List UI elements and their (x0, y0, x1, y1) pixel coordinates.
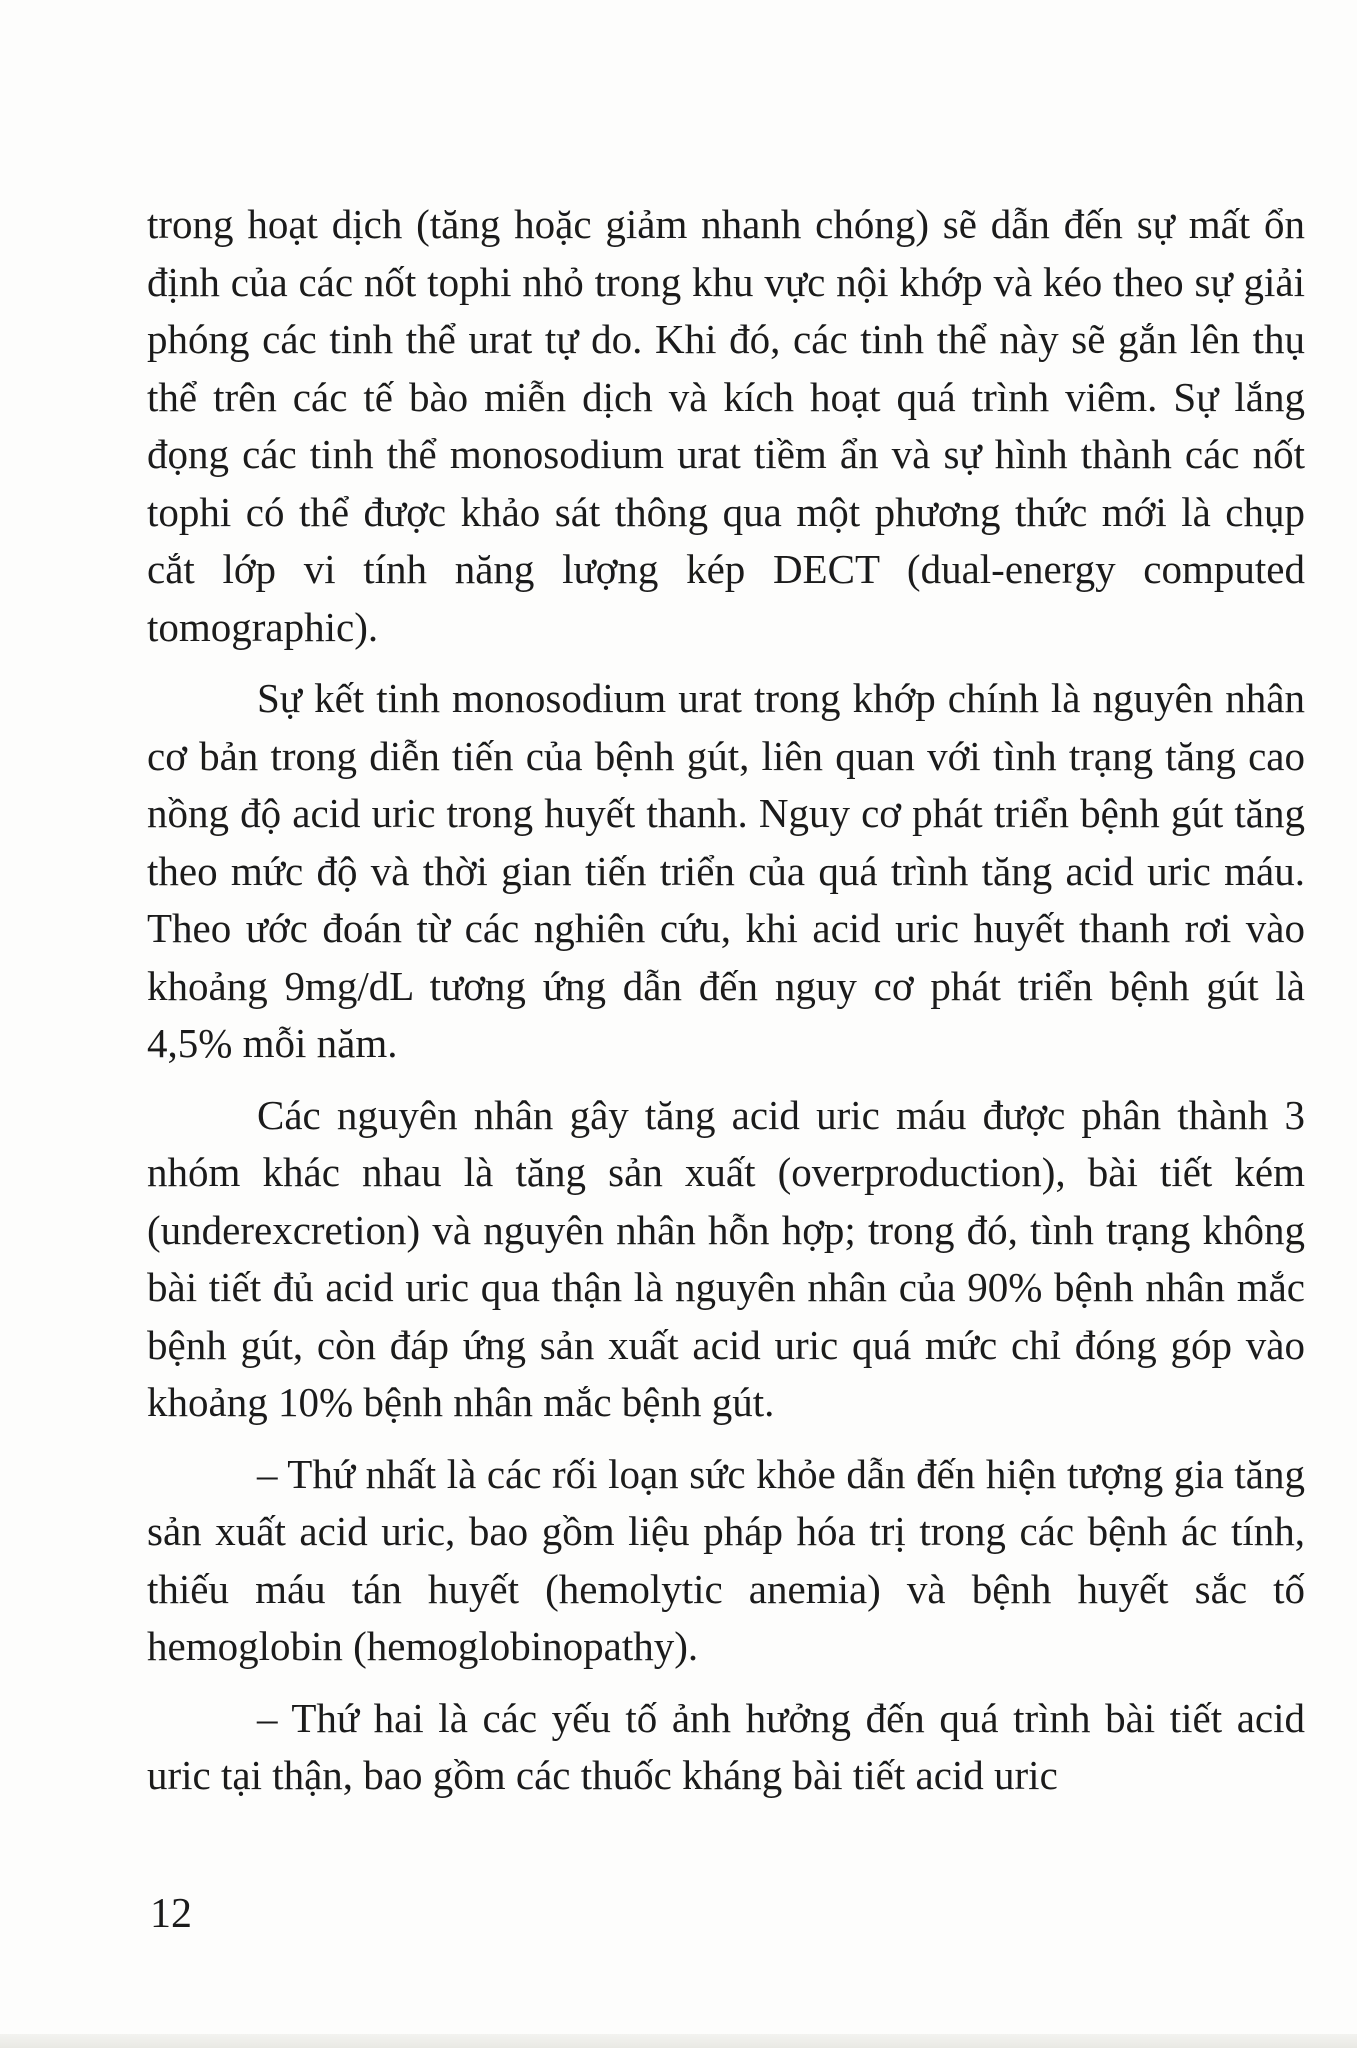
paragraph-4: – Thứ nhất là các rối loạn sức khỏe dẫn đến hiện tượng gia tăng sản xuất acid uric, bao gồm liệu pháp hóa trị trong các bệnh ác tính, thiếu máu tán huyết (hemolytic anemia) và bệnh huyết sắc tố hemoglobin (hemoglobinopathy). (147, 1450, 1305, 1669)
paragraph-3: Các nguyên nhân gây tăng acid uric máu được phân thành 3 nhóm khác nhau là tăng sản xuất (overproduction), bài tiết kém (underexcretion) và nguyên nhân hỗn hợp; trong đó, tình trạng không bài tiết đủ acid uric qua thận là nguyên nhân của 90% bệnh nhân mắc bệnh gút, còn đáp ứng sản xuất acid uric quá mức chỉ đóng góp vào khoảng 10% bệnh nhân mắc bệnh gút. (147, 1091, 1305, 1425)
paragraph-2: Sự kết tinh monosodium urat trong khớp chính là nguyên nhân cơ bản trong diễn tiến của bệnh gút, liên quan với tình trạng tăng cao nồng độ acid uric trong huyết thanh. Nguy cơ phát triển bệnh gút tăng theo mức độ và thời gian tiến triển của quá trình tăng acid uric máu. Theo ước đoán từ các nghiên cứu, khi acid uric huyết thanh rơi vào khoảng 9mg/dL tương ứng dẫn đến nguy cơ phát triển bệnh gút là 4,5% mỗi năm. (147, 675, 1305, 1066)
paragraph-1: trong hoạt dịch (tăng hoặc giảm nhanh chóng) sẽ dẫn đến sự mất ổn định của các nốt tophi nhỏ trong khu vực nội khớp và kéo theo sự giải phóng các tinh thể urat tự do. Khi đó, các tinh thể này sẽ gắn lên thụ thể trên các tế bào miễn dịch và kích hoạt quá trình viêm. Sự lắng đọng các tinh thể monosodium urat tiềm ẩn và sự hình thành các nốt tophi có thể được khảo sát thông qua một phương thức mới là chụp cắt lớp vi tính năng lượng kép DECT (dual-energy computed tomographic). (147, 201, 1305, 650)
page-bottom-edge (0, 2034, 1357, 2048)
paragraph-5: – Thứ hai là các yếu tố ảnh hưởng đến quá trình bài tiết acid uric tại thận, bao gồm các thuốc kháng bài tiết acid uric (147, 1694, 1305, 1798)
body-text (147, 196, 1305, 1819)
page-number: 12 (150, 1891, 192, 1937)
